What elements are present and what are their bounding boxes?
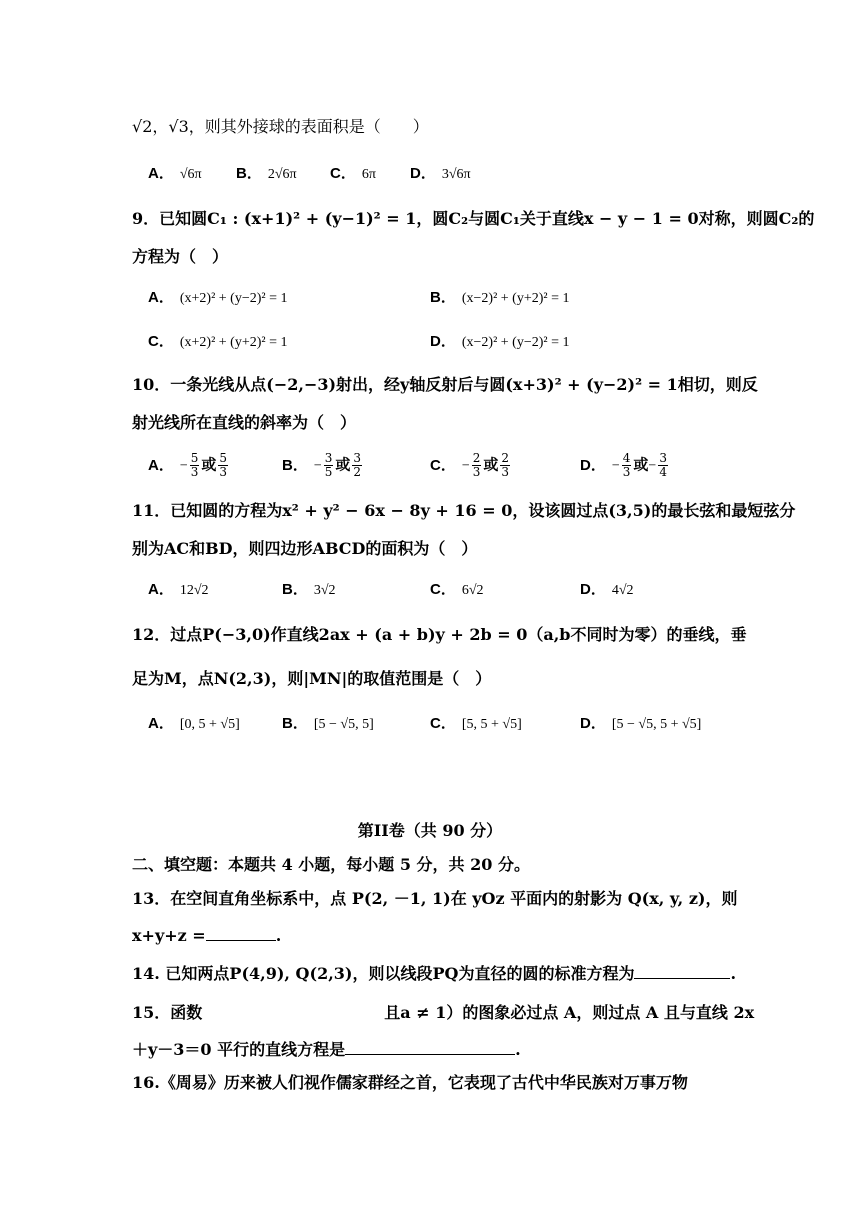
q8-option-c: C． 6π xyxy=(330,165,376,182)
q9-option-b: B． (x−2)² + (y+2)² = 1 xyxy=(430,289,570,306)
q12-option-a: A． [0, 5 + √5] xyxy=(148,715,240,732)
q14-stem: 14. 已知两点P(4,9), Q(2,3)，则以线段PQ为直径的圆的标准方程为 . xyxy=(132,964,737,983)
q13-answer-blank[interactable] xyxy=(206,924,276,941)
q16-stem: 16.《周易》历来被人们视作儒家群经之首，它表现了古代中华民族对万事万物 xyxy=(132,1073,688,1092)
q11-option-a: A． 12√2 xyxy=(148,581,209,598)
q10-stem-line1: 10．一条光线从点(−2,−3)射出，经y轴反射后与圆(x+3)² + (y−2)² = 1相切，则反 xyxy=(132,375,758,394)
q15-stem-line2: ＋y－3＝0 平行的直线方程是 . xyxy=(132,1040,521,1059)
q14-answer-blank[interactable] xyxy=(634,962,730,979)
q12-stem-line1: 12．过点P(−3,0)作直线2ax + (a + b)y + 2b = 0（a,b不同时为零）的垂线，垂 xyxy=(132,625,747,644)
q11-stem-line1: 11．已知圆的方程为x² + y² − 6x − 8y + 16 = 0，设该圆过点(3,5)的最长弦和最短弦分 xyxy=(132,501,796,520)
q10-option-b: B． − $\frac{3}{5}$ 或 $\frac{3}{2}$ xyxy=(282,451,362,479)
q11-option-d: D． 4√2 xyxy=(580,581,634,598)
q9-stem-line2: 方程为（ ） xyxy=(132,247,229,266)
q12-option-d: D． [5 − √5, 5 + √5] xyxy=(580,715,702,732)
q10-option-a: A． − $\frac{5}{3}$ 或 $\frac{5}{3}$ xyxy=(148,451,228,479)
q12-stem-line2: 足为M，点N(2,3)，则|MN|的取值范围是（ ） xyxy=(132,669,492,688)
q10-stem-line2: 射光线所在直线的斜率为（ ） xyxy=(132,413,357,432)
q12-option-c: C． [5, 5 + √5] xyxy=(430,715,522,732)
q10-option-c: C． − $\frac{2}{3}$ 或 $\frac{2}{3}$ xyxy=(430,451,510,479)
fill-in-section-heading: 二、填空题：本题共 4 小题，每小题 5 分，共 20 分。 xyxy=(132,855,530,874)
q9-option-c: C． (x+2)² + (y+2)² = 1 xyxy=(148,333,288,350)
q8-option-d: D． 3√6π xyxy=(410,165,471,182)
q12-option-b: B． [5 − √5, 5] xyxy=(282,715,374,732)
q11-option-b: B． 3√2 xyxy=(282,581,336,598)
q9-option-a: A． (x+2)² + (y−2)² = 1 xyxy=(148,289,288,306)
q8-tail-text: √2，√3，则其外接球的表面积是（ ） xyxy=(132,117,429,136)
q13-stem-line1: 13．在空间直角坐标系中，点 P(2, －1, 1)在 yOz 平面内的射影为 Q(x, y, z)，则 xyxy=(132,889,738,908)
q15-answer-blank[interactable] xyxy=(345,1038,515,1055)
q9-stem-line1: 9．已知圆C₁ : (x+1)² + (y−1)² = 1，圆C₂与圆C₁关于直线x − y − 1 = 0对称，则圆C₂的 xyxy=(132,209,815,228)
q11-option-c: C． 6√2 xyxy=(430,581,484,598)
section-title: 第II卷（共 90 分） xyxy=(357,821,503,840)
q8-option-a: A． √6π xyxy=(148,165,202,182)
q11-stem-line2: 别为AC和BD，则四边形ABCD的面积为（ ） xyxy=(132,539,478,558)
q9-option-d: D． (x−2)² + (y−2)² = 1 xyxy=(430,333,570,350)
q8-option-b: B． 2√6π xyxy=(236,165,297,182)
q10-option-d: D． − $\frac{4}{3}$ 或− $\frac{3}{4}$ xyxy=(580,451,667,479)
q15-stem-line1: 15．函数 且a ≠ 1）的图象必过点 A，则过点 A 且与直线 2x xyxy=(132,1003,755,1022)
q13-stem-line2: x+y+z = . xyxy=(132,926,282,945)
